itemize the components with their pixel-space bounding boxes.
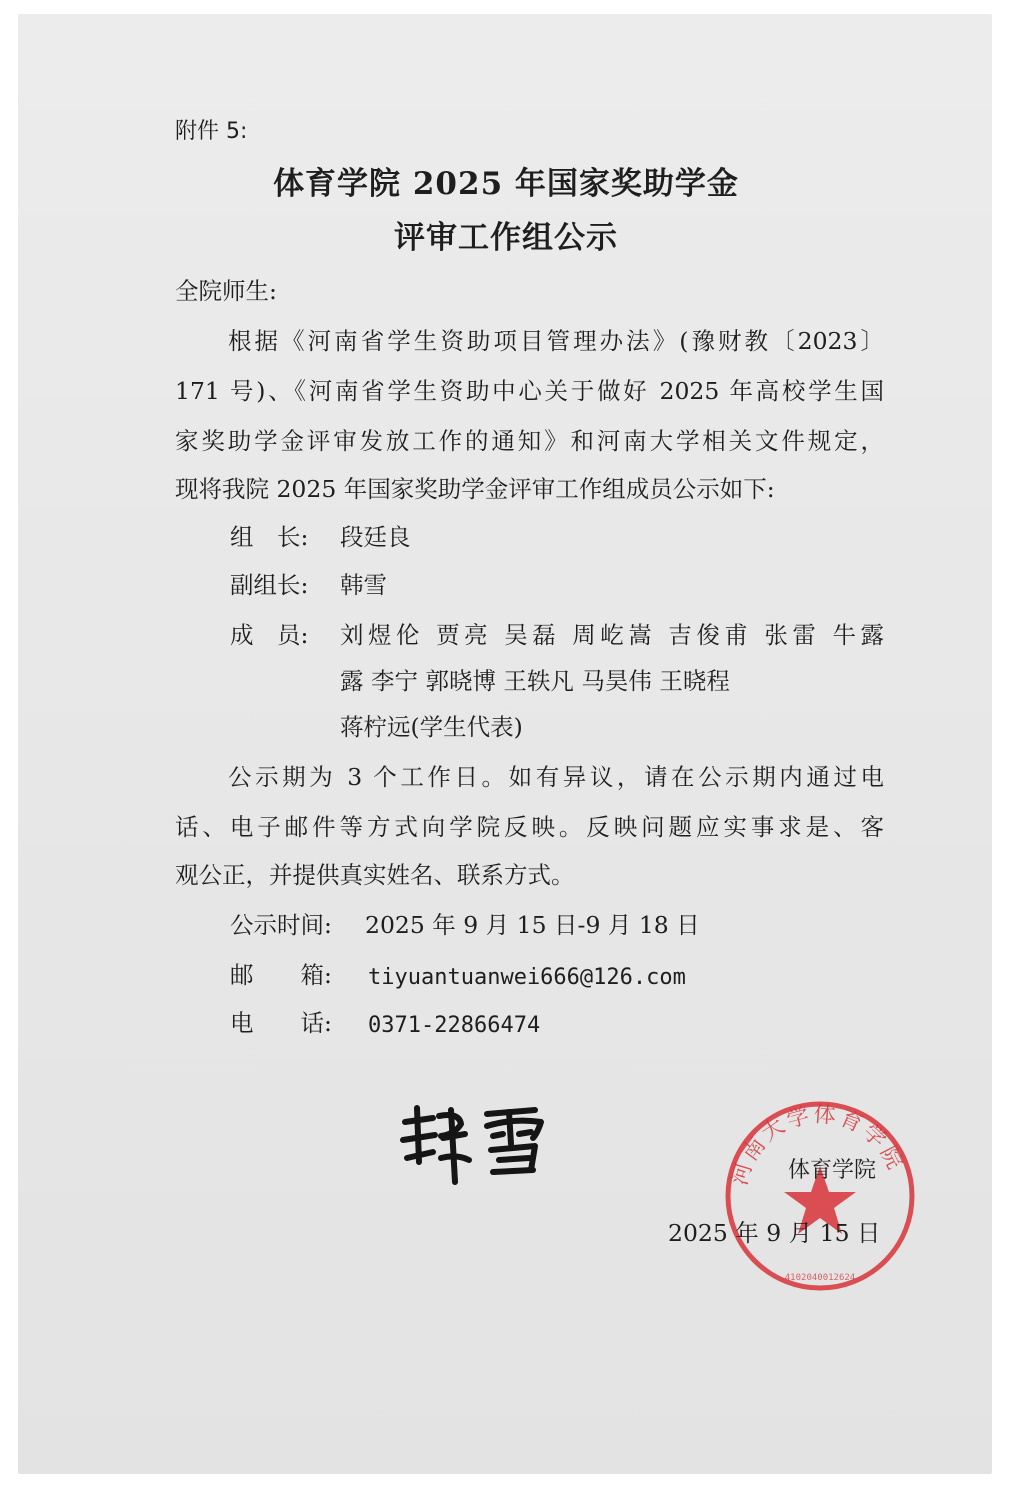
leader-label: 组 长:: [230, 523, 309, 551]
seal-overlay-department: 体育学院: [788, 1158, 877, 1183]
members-line-2: 露 李宁 郭晓博 王轶凡 马昊伟 王晓程: [340, 667, 730, 695]
official-seal: [722, 1098, 918, 1298]
paragraph-1-line-3: 家奖助学金评审发放工作的通知》和河南大学相关文件规定，: [175, 427, 884, 455]
deputy-name: 韩雪: [340, 571, 387, 599]
members-line-1: 刘煜伦 贾亮 吴磊 周屹嵩 吉俊甫 张雷 牛露: [340, 621, 884, 649]
members-line-3: 蒋柠远(学生代表): [340, 713, 523, 741]
period-label: 公示时间:: [230, 911, 332, 939]
document-title-line-2: 评审工作组公示: [394, 220, 618, 256]
email-label: 邮 箱:: [230, 961, 332, 989]
salutation: 全院师生:: [175, 277, 277, 305]
leader-name: 段廷良: [340, 523, 411, 551]
email-value: tiyuantuanwei666@126.com: [368, 965, 686, 990]
members-label: 成 员:: [230, 621, 309, 649]
deputy-label: 副组长:: [230, 571, 309, 599]
seal-ring-text: 河南大学体育学院: [727, 1102, 909, 1189]
paragraph-2-line-3: 观公正，并提供真实姓名、联系方式。: [175, 861, 575, 889]
phone-label: 电 话:: [230, 1009, 332, 1037]
period-value: 2025 年 9 月 15 日-9 月 18 日: [365, 911, 700, 939]
seal-code-text: 4102040012624: [784, 1273, 856, 1283]
paragraph-2-line-1: 公示期为 3 个工作日。如有异议，请在公示期内通过电: [228, 763, 884, 791]
paragraph-1-line-1: 根据《河南省学生资助项目管理办法》(豫财教〔2023〕: [228, 327, 884, 355]
phone-value: 0371-22866474: [368, 1013, 541, 1038]
document-title-line-1: 体育学院 2025 年国家奖助学金: [273, 166, 739, 202]
paragraph-1-line-4: 现将我院 2025 年国家奖助学金评审工作组成员公示如下:: [175, 475, 775, 503]
paragraph-2-line-2: 话、电子邮件等方式向学院反映。反映问题应实事求是、客: [175, 813, 884, 841]
handwritten-signature: [395, 1100, 555, 1199]
paragraph-1-line-2: 171 号)、《河南省学生资助中心关于做好 2025 年高校学生国: [175, 377, 884, 405]
document-date: 2025 年 9 月 15 日: [668, 1219, 881, 1247]
attachment-label: 附件 5:: [175, 119, 248, 144]
